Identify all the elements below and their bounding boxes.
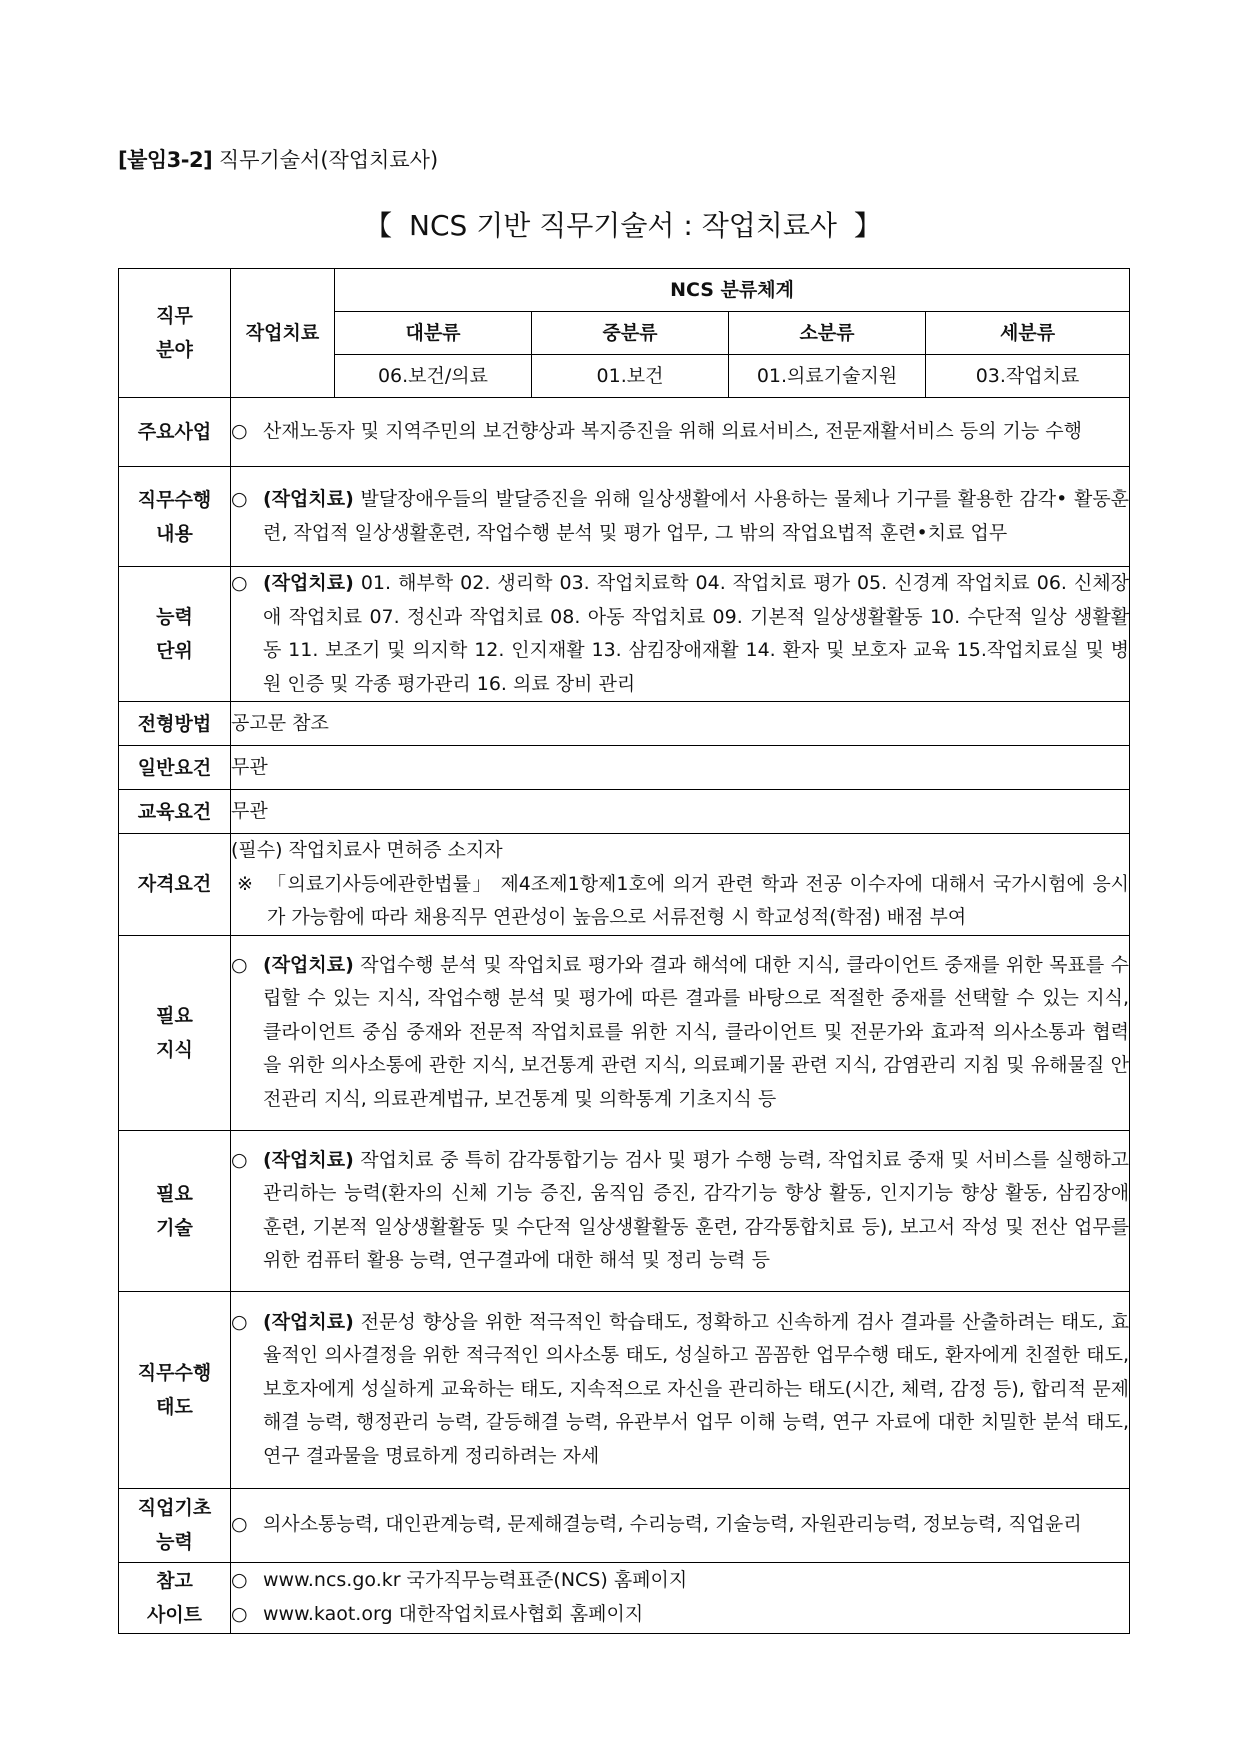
attachment-title: 직무기술서(작업치료사)	[218, 148, 439, 172]
basic-ability-text: 의사소통능력, 대인관계능력, 문제해결능력, 수리능력, 기술능력, 자원관리능력, 정보능력, 직업윤리	[263, 1513, 1082, 1536]
bullet-icon: ○	[231, 1310, 248, 1333]
middle-category-value: 01.보건	[532, 355, 729, 398]
bullet-icon: ○	[231, 1602, 248, 1625]
skills-prefix: (작업치료)	[263, 1148, 354, 1171]
competency-units-content	[231, 567, 1130, 702]
basic-ability-content	[231, 1488, 1130, 1562]
col-middle-category: 중분류	[532, 312, 729, 355]
education-requirements-value: 무관	[231, 790, 1130, 834]
qualification-label: 자격요건	[119, 834, 231, 936]
bullet-icon: ○	[231, 1513, 248, 1536]
bullet-icon: ○	[231, 488, 248, 510]
references-label: 참고 사이트	[119, 1562, 231, 1633]
job-field-label: 직무 분야	[119, 269, 231, 398]
general-requirements-value: 무관	[231, 746, 1130, 790]
skills-label: 필요 기술	[119, 1130, 231, 1291]
general-requirements-label: 일반요건	[119, 746, 231, 790]
title-text: NCS 기반 직무기술서 : 작업치료사	[409, 209, 837, 242]
title-close-bracket: 】	[853, 209, 882, 242]
duties-prefix: (작업치료)	[263, 488, 354, 510]
col-minor-category: 소분류	[729, 312, 926, 355]
ncs-classification-heading: NCS 분류체계	[335, 269, 1130, 312]
education-requirements-label: 교육요건	[119, 790, 231, 834]
job-description-table	[118, 268, 1130, 1634]
skills-content	[231, 1130, 1130, 1291]
sub-category-value: 03.작업치료	[926, 355, 1130, 398]
reference-link-ncs[interactable]: www.ncs.go.kr 국가직무능력표준(NCS) 홈페이지	[263, 1569, 688, 1591]
references-content	[231, 1562, 1130, 1633]
qualification-note: 「의료기사등에관한법률」 제4조제1항제1호에 의거 관련 학과 전공 이수자에 대해서 국가시험에 응시가 가능함에 따라 채용직무 연관성이 높음으로 서류전형 시 학교성적(학점) 배점 부여	[267, 872, 1130, 928]
skills-text: 작업치료 중 특히 감각통합기능 검사 및 평가 수행 능력, 작업치료 중재 및 서비스를 실행하고 관리하는 능력(환자의 신체 기능 증진, 움직임 증진, 감각기능 향상 활동, 인지기능 향상 활동, 삼킴장애 훈련, 기본적 일상생활활동 및 수단적 일상생활활동 훈련, 감각통합치료 등), 보고서 작성 및 전산 업무를 위한 컴퓨터 활용 능력, 연구결과에 대한 해석 및 정리 능력 등	[263, 1148, 1130, 1271]
note-mark: ※	[237, 872, 253, 895]
attitude-text: 전문성 향상을 위한 적극적인 학습태도, 정확하고 신속하게 검사 결과를 산출하려는 태도, 효율적인 의사결정을 위한 적극적인 의사소통 태도, 성실하고 꼼꼼한 업무수행 태도, 환자에게 친절한 태도, 보호자에게 성실하게 교육하는 태도, 지속적으로 자신을 관리하는 태도(시간, 체력, 감정 등), 합리적 문제 해결 능력, 행정관리 능력, 갈등해결 능력, 유관부서 업무 이해 능력, 연구 자료에 대한 치밀한 분석 태도, 연구 결과물을 명료하게 정리하려는 자세	[263, 1310, 1130, 1467]
duties-label: 직무수행 내용	[119, 467, 231, 567]
main-business-label: 주요사업	[119, 398, 231, 467]
selection-label: 전형방법	[119, 702, 231, 746]
job-field-value: 작업치료	[231, 269, 335, 398]
competency-units-text: 01. 해부학 02. 생리학 03. 작업치료학 04. 작업치료 평가 05. 신경계 작업치료 06. 신체장애 작업치료 07. 정신과 작업치료 08. 아동 작업치료 09. 기본적 일상생활활동 10. 수단적 일상 생활활동 11. 보조기 및 의지학 12. 인지재활 13. 삼킴장애재활 14. 환자 및 보호자 교육 15.작업치료실 및 병원 인증 및 각종 평가관리 16. 의료 장비 관리	[263, 572, 1130, 695]
selection-value: 공고문 참조	[231, 702, 1130, 746]
bullet-icon: ○	[231, 953, 248, 976]
bullet-icon: ○	[231, 1148, 248, 1171]
knowledge-prefix: (작업치료)	[263, 953, 354, 976]
knowledge-label: 필요 지식	[119, 935, 231, 1130]
main-business-content	[231, 398, 1130, 467]
qualification-content	[231, 834, 1130, 936]
duties-text: 발달장애우들의 발달증진을 위해 일상생활에서 사용하는 물체나 기구를 활용한 감각• 활동훈련, 작업적 일상생활훈련, 작업수행 분석 및 평가 업무, 그 밖의 작업요법적 훈련•치료 업무	[263, 488, 1130, 544]
col-sub-category: 세분류	[926, 312, 1130, 355]
bullet-icon: ○	[231, 572, 248, 594]
attachment-label	[118, 146, 438, 174]
competency-units-label: 능력 단위	[119, 567, 231, 702]
attitude-label: 직무수행 태도	[119, 1291, 231, 1488]
knowledge-content	[231, 935, 1130, 1130]
knowledge-text: 작업수행 분석 및 작업치료 평가와 결과 해석에 대한 지식, 클라이언트 중재를 위한 목표를 수립할 수 있는 지식, 작업수행 분석 및 평가에 따른 결과를 바탕으로 적절한 중재를 선택할 수 있는 지식, 클라이언트 중심 중재와 전문적 작업치료를 위한 지식, 클라이언트 및 전문가와 효과적 의사소통과 협력을 위한 의사소통에 관한 지식, 보건통계 관련 지식, 의료폐기물 관련 지식, 감염관리 지침 및 유해물질 안전관리 지식, 의료관계법규, 보건통계 및 의학통계 기초지식 등	[263, 953, 1130, 1110]
major-category-value: 06.보건/의료	[335, 355, 532, 398]
title-open-bracket: 【	[364, 209, 393, 242]
minor-category-value: 01.의료기술지원	[729, 355, 926, 398]
reference-link-kaot[interactable]: www.kaot.org 대한작업치료사협회 홈페이지	[263, 1602, 644, 1625]
document-title	[118, 206, 1128, 246]
attitude-content	[231, 1291, 1130, 1488]
duties-content	[231, 467, 1130, 567]
qualification-required: (필수) 작업치료사 면허증 소지자	[231, 839, 503, 861]
competency-units-prefix: (작업치료)	[263, 572, 354, 594]
basic-ability-label: 직업기초 능력	[119, 1488, 231, 1562]
attitude-prefix: (작업치료)	[263, 1310, 354, 1333]
main-business-text: 산재노동자 및 지역주민의 보건향상과 복지증진을 위해 의료서비스, 전문재활서비스 등의 기능 수행	[263, 420, 1082, 443]
col-major-category: 대분류	[335, 312, 532, 355]
attachment-tag: [붙임3-2]	[118, 148, 213, 172]
bullet-icon: ○	[231, 420, 248, 443]
bullet-icon: ○	[231, 1569, 248, 1591]
